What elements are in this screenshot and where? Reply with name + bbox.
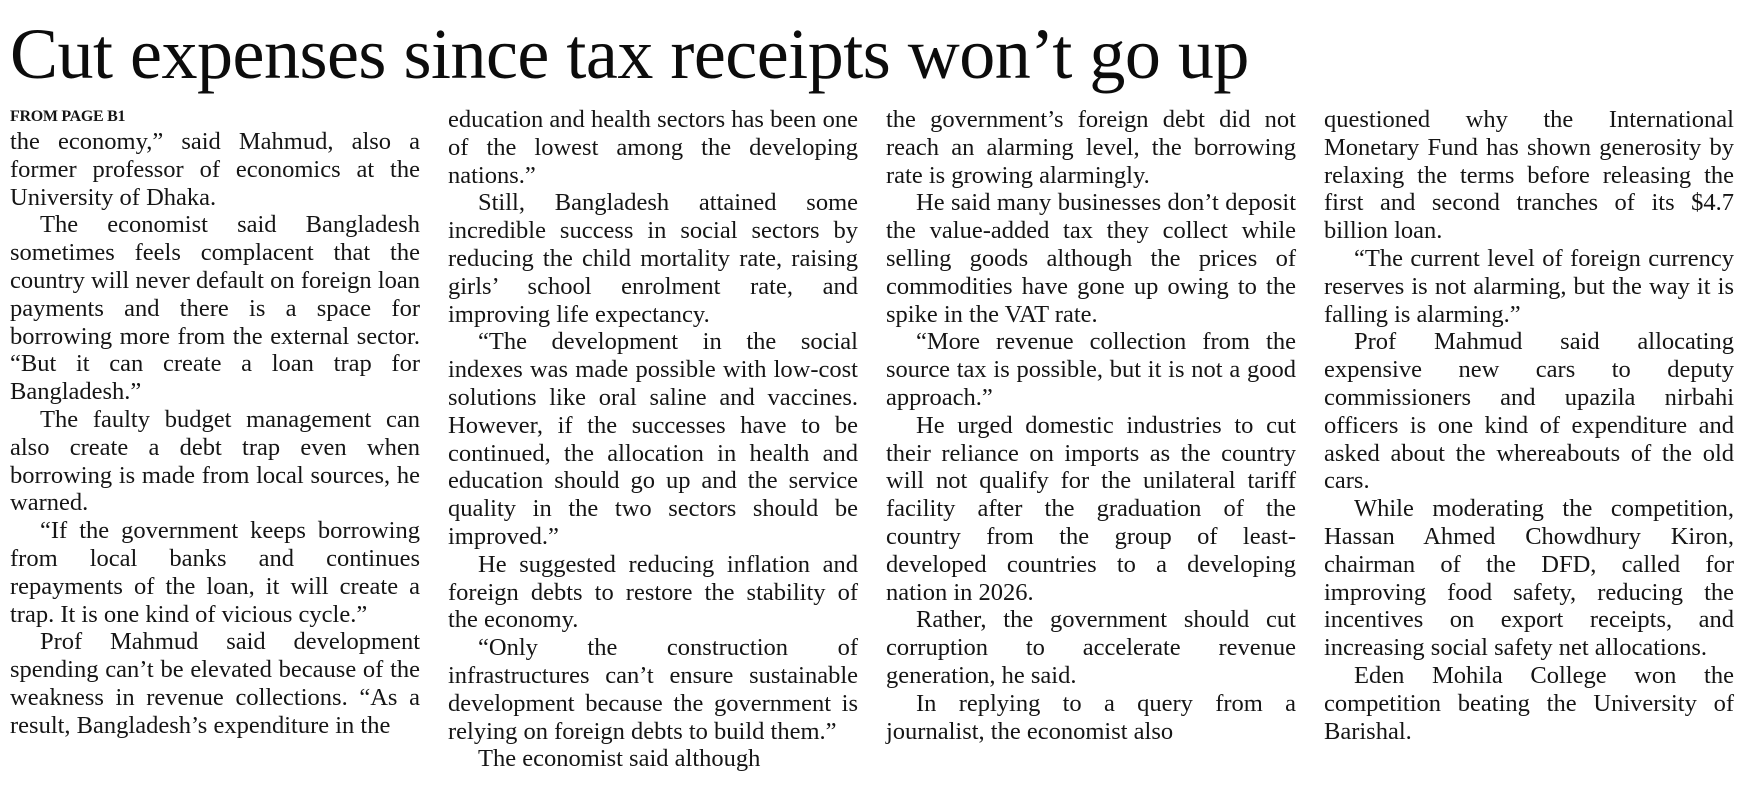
paragraph: “The development in the social indexes was made possible with low-cost solutions like oral saline and vaccines. However, if the successes have to be continued, the allocation in health and education should go up and the service quality in the two sectors should be improved.” [448,328,858,550]
headline: Cut expenses since tax receipts won’t go up [10,14,1249,94]
column-3 [886,106,1296,745]
column-2 [448,106,858,773]
paragraph: “Only the construction of infrastructures can’t ensure sustainable development because the government is relying on foreign debts to build them.” [448,634,858,745]
paragraph: Eden Mohila College won the competition beating the University of Barishal. [1324,661,1734,745]
paragraph: He suggested reducing inflation and foreign debts to restore the stability of the economy. [448,550,858,634]
paragraph: education and health sectors has been one of the lowest among the developing nations.” [448,106,858,189]
article-body [10,106,1736,806]
paragraph: Prof Mahmud said development spending can’t be elevated because of the weakness in revenue collections. “As a result, Bangladesh’s expenditure in the [10,628,420,739]
paragraph: Prof Mahmud said allocating expensive new cars to deputy commissioners and upazila nirbahi officers is one kind of expenditure and asked about the whereabouts of the old cars. [1324,328,1734,495]
paragraph: He urged domestic industries to cut their reliance on imports as the country will not qualify for the unilateral tariff facility after the graduation of the country from the group of least-developed countries to a developing nation in 2026. [886,411,1296,606]
paragraph: The economist said although [478,745,761,773]
paragraph: the economy,” said Mahmud, also a former professor of economics at the University of Dhaka. [10,128,420,211]
paragraph: questioned why the International Monetary Fund has shown generosity by relaxing the terms before releasing the first and second tranches of its $4.7 billion loan. [1324,106,1734,245]
paragraph: “More revenue collection from the source tax is possible, but it is not a good approach.” [886,328,1296,411]
paragraph: The economist said Bangladesh sometimes feels complacent that the country will never default on foreign loan payments and there is a space for borrowing more from the external sector. “But it can create a loan trap for Bangladesh.” [10,211,420,406]
paragraph: Rather, the government should cut corruption to accelerate revenue generation, he said. [886,606,1296,689]
paragraph: The faulty budget management can also create a debt trap even when borrowing is made from local sources, he warned. [10,405,420,517]
paragraph: While moderating the competition, Hassan Ahmed Chowdhury Kiron, chairman of the DFD, called for improving food safety, reducing the incentives on export receipts, and increasing social safety net allocations. [1324,495,1734,662]
paragraph: “If the government keeps borrowing from local banks and continues repayments of the loan, it will create a trap. It is one kind of vicious cycle.” [10,517,420,628]
paragraph: “The current level of foreign currency reserves is not alarming, but the way it is falling is alarming.” [1324,244,1734,328]
paragraph: Still, Bangladesh attained some incredible success in social sectors by reducing the child mortality rate, raising girls’ school enrolment rate, and improving life expectancy. [448,189,858,328]
column-1 [10,106,420,740]
paragraph: In replying to a query from a journalist, the economist also [886,689,1296,745]
paragraph: He said many businesses don’t deposit the value-added tax they collect while selling goods although the prices of commodities have gone up owing to the spike in the VAT rate. [886,189,1296,328]
jump-line: FROM PAGE B1 [10,108,126,125]
paragraph: the government’s foreign debt did not reach an alarming level, the borrowing rate is growing alarmingly. [886,106,1296,189]
column-4 [1324,106,1734,745]
